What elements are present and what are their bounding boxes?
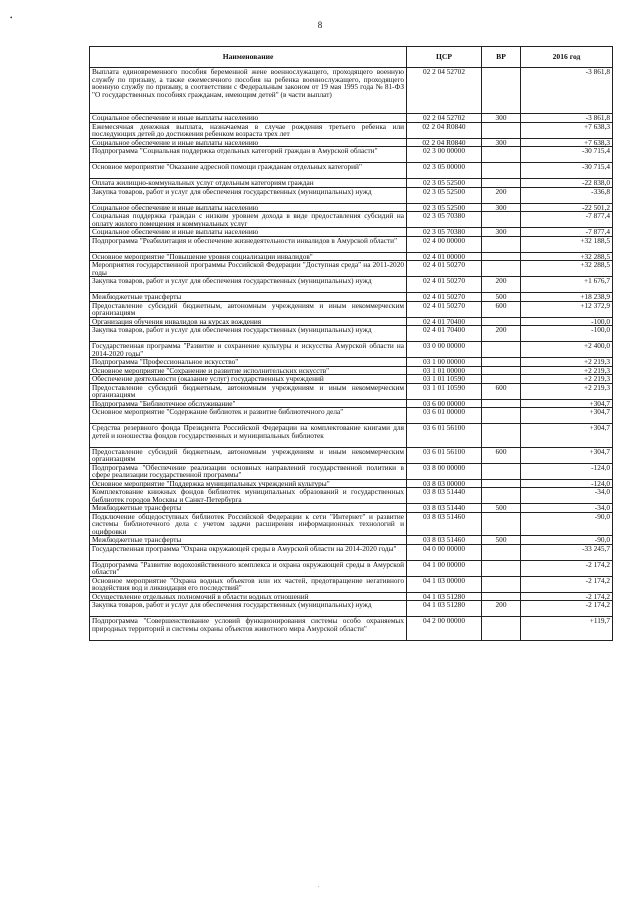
row-vr xyxy=(482,560,521,576)
table-body xyxy=(90,68,613,641)
row-name: Предоставление субсидий бюджетным, автономным учреждениям и иным некоммерческим организациям xyxy=(90,301,407,317)
row-amount: +12 372,9 xyxy=(521,301,613,317)
table-row xyxy=(90,488,613,504)
row-amount: -90,0 xyxy=(521,536,613,545)
row-amount: +2 219,3 xyxy=(521,366,613,375)
row-vr xyxy=(482,512,521,536)
row-amount: -30 715,4 xyxy=(521,163,613,179)
budget-table xyxy=(89,46,613,641)
row-csr: 02 4 01 50270 xyxy=(407,293,482,302)
table-row xyxy=(90,463,613,479)
row-vr xyxy=(482,342,521,358)
row-vr: 500 xyxy=(482,536,521,545)
row-name: Подпрограмма "Обеспечение реализации основных направлений государственной политики в сфере реализации государственной программы" xyxy=(90,463,407,479)
row-vr: 600 xyxy=(482,447,521,463)
row-vr xyxy=(482,68,521,114)
row-name: Мероприятия государственной программы Российской Федерации "Доступная среда" на 2011-2020 годы xyxy=(90,261,407,277)
row-amount: +32 288,5 xyxy=(521,252,613,261)
row-csr: 02 4 01 00000 xyxy=(407,252,482,261)
table-row xyxy=(90,68,613,114)
row-amount: +304,7 xyxy=(521,399,613,408)
row-csr: 03 1 00 00000 xyxy=(407,358,482,367)
row-vr xyxy=(482,317,521,326)
row-amount: +2 219,3 xyxy=(521,358,613,367)
table-row xyxy=(90,424,613,448)
row-amount: -336,8 xyxy=(521,187,613,203)
row-csr: 02 3 05 52500 xyxy=(407,179,482,188)
row-vr xyxy=(482,544,521,560)
table-row xyxy=(90,366,613,375)
row-csr: 04 1 03 51280 xyxy=(407,592,482,601)
row-amount: +1 676,7 xyxy=(521,277,613,293)
table-row xyxy=(90,504,613,513)
row-vr xyxy=(482,617,521,641)
table-row xyxy=(90,261,613,277)
table-row xyxy=(90,277,613,293)
row-name: Подпрограмма "Профессиональное искусство" xyxy=(90,358,407,367)
row-name: Закупка товаров, работ и услуг для обеспечения государственных (муниципальных) нужд xyxy=(90,601,407,617)
corner-mark: • xyxy=(10,14,13,22)
row-csr: 03 6 01 56100 xyxy=(407,447,482,463)
row-vr xyxy=(482,212,521,228)
row-csr: 02 3 05 70380 xyxy=(407,212,482,228)
row-vr xyxy=(482,576,521,592)
row-vr xyxy=(482,399,521,408)
row-amount: -124,0 xyxy=(521,463,613,479)
row-csr: 02 2 04 R0840 xyxy=(407,138,482,147)
row-vr: 200 xyxy=(482,187,521,203)
row-csr: 03 8 03 51460 xyxy=(407,536,482,545)
row-amount: -2 174,2 xyxy=(521,592,613,601)
row-csr: 02 3 00 00000 xyxy=(407,147,482,163)
table-row xyxy=(90,560,613,576)
header-csr: ЦСР xyxy=(407,47,482,68)
row-csr: 02 4 01 50270 xyxy=(407,301,482,317)
row-amount: +304,7 xyxy=(521,447,613,463)
row-name: Основное мероприятие "Содержание библиотек и развитие библиотечного дела" xyxy=(90,408,407,424)
row-vr: 300 xyxy=(482,114,521,123)
table-row xyxy=(90,138,613,147)
row-vr xyxy=(482,366,521,375)
row-csr: 02 2 04 52702 xyxy=(407,68,482,114)
row-amount: +2 219,3 xyxy=(521,383,613,399)
row-name: Подпрограмма "Совершенствование условий функционирования системы особо охраняемых природных территорий и системы охраны объектов животного мира Амурской области" xyxy=(90,617,407,641)
row-name: Социальная поддержка граждан с низким уровнем дохода в виде предоставления субсидий на оплату жилого помещения и коммунальных услуг xyxy=(90,212,407,228)
row-amount: +7 638,3 xyxy=(521,122,613,138)
row-vr: 300 xyxy=(482,203,521,212)
row-name: Осуществление отдельных полномочий в области водных отношений xyxy=(90,592,407,601)
row-vr: 300 xyxy=(482,228,521,237)
row-amount: -124,0 xyxy=(521,479,613,488)
table-row xyxy=(90,179,613,188)
row-vr xyxy=(482,375,521,384)
row-amount: +304,7 xyxy=(521,424,613,448)
row-name: Социальное обеспечение и иные выплаты населению xyxy=(90,203,407,212)
row-name: Основное мероприятие "Оказание адресной помощи гражданам отдельных категорий" xyxy=(90,163,407,179)
row-amount: -34,0 xyxy=(521,504,613,513)
table-row xyxy=(90,326,613,342)
row-vr: 500 xyxy=(482,504,521,513)
row-name: Предоставление субсидий бюджетным, автономным учреждениям и иным некоммерческим организациям xyxy=(90,383,407,399)
row-amount: -22 838,0 xyxy=(521,179,613,188)
row-name: Закупка товаров, работ и услуг для обеспечения государственных (муниципальных) нужд xyxy=(90,187,407,203)
row-amount: -22 501,2 xyxy=(521,203,613,212)
row-csr: 04 0 00 00000 xyxy=(407,544,482,560)
row-name: Государственная программа "Развитие и сохранение культуры и искусства Амурской области на 2014-2020 годы" xyxy=(90,342,407,358)
row-csr: 03 8 03 51440 xyxy=(407,504,482,513)
row-csr: 03 6 00 00000 xyxy=(407,399,482,408)
page-number: 8 xyxy=(317,20,323,30)
row-name: Подпрограмма "Библиотечное обслуживание" xyxy=(90,399,407,408)
row-amount: -7 877,4 xyxy=(521,228,613,237)
row-name: Социальное обеспечение и иные выплаты населению xyxy=(90,114,407,123)
row-csr: 04 2 00 00000 xyxy=(407,617,482,641)
row-vr xyxy=(482,358,521,367)
table-row xyxy=(90,512,613,536)
row-csr: 04 1 03 51280 xyxy=(407,601,482,617)
row-name: Межбюджетные трансферты xyxy=(90,504,407,513)
row-name: Социальное обеспечение и иные выплаты населению xyxy=(90,228,407,237)
row-vr xyxy=(482,463,521,479)
table-row xyxy=(90,342,613,358)
row-csr: 02 3 05 52500 xyxy=(407,187,482,203)
row-csr: 03 6 01 56100 xyxy=(407,424,482,448)
table-row xyxy=(90,592,613,601)
table-row xyxy=(90,576,613,592)
row-csr: 03 8 03 00000 xyxy=(407,479,482,488)
row-amount: -30 715,4 xyxy=(521,147,613,163)
table-row xyxy=(90,383,613,399)
row-amount: +18 238,9 xyxy=(521,293,613,302)
table-row xyxy=(90,617,613,641)
row-name: Закупка товаров, работ и услуг для обеспечения государственных (муниципальных) нужд xyxy=(90,326,407,342)
row-name: Подпрограмма "Социальная поддержка отдельных категорий граждан в Амурской области" xyxy=(90,147,407,163)
row-amount: -2 174,2 xyxy=(521,560,613,576)
row-amount: -2 174,2 xyxy=(521,576,613,592)
row-csr: 03 8 00 00000 xyxy=(407,463,482,479)
row-vr xyxy=(482,236,521,252)
bottom-mark: . xyxy=(318,883,320,889)
row-name: Основное мероприятие "Охрана водных объектов или их частей, предотвращение негативного воздействия вод и ликвидация его последствий" xyxy=(90,576,407,592)
row-csr: 04 1 00 00000 xyxy=(407,560,482,576)
row-vr: 600 xyxy=(482,383,521,399)
row-vr: 200 xyxy=(482,277,521,293)
row-csr: 02 2 04 R0840 xyxy=(407,122,482,138)
row-csr: 03 1 01 10590 xyxy=(407,375,482,384)
row-amount: -7 877,4 xyxy=(521,212,613,228)
row-csr: 03 0 00 00000 xyxy=(407,342,482,358)
row-name: Закупка товаров, работ и услуг для обеспечения государственных (муниципальных) нужд xyxy=(90,277,407,293)
row-csr: 03 6 01 00000 xyxy=(407,408,482,424)
row-name: Оплата жилищно-коммунальных услуг отдельным категориям граждан xyxy=(90,179,407,188)
table-row xyxy=(90,187,613,203)
row-name: Предоставление субсидий бюджетным, автономным учреждениям и иным некоммерческим организациям xyxy=(90,447,407,463)
table-row xyxy=(90,544,613,560)
row-name: Организация обучения инвалидов на курсах вождения xyxy=(90,317,407,326)
row-vr xyxy=(482,252,521,261)
row-csr: 04 1 03 00000 xyxy=(407,576,482,592)
row-csr: 03 1 01 10590 xyxy=(407,383,482,399)
table-row xyxy=(90,375,613,384)
row-vr xyxy=(482,488,521,504)
row-csr: 02 4 01 50270 xyxy=(407,261,482,277)
row-name: Подпрограмма "Развитие водохозяйственного комплекса и охрана окружающей среды в Амурской области" xyxy=(90,560,407,576)
row-vr xyxy=(482,408,521,424)
table-row xyxy=(90,399,613,408)
row-name: Основное мероприятие "Сохранение и развитие исполнительских искусств" xyxy=(90,366,407,375)
header-name: Наименование xyxy=(90,47,407,68)
row-name: Комплектование книжных фондов библиотек муниципальных образований и государственных библиотек городов Москвы и Санкт-Петербурга xyxy=(90,488,407,504)
row-vr xyxy=(482,147,521,163)
row-amount: +7 638,3 xyxy=(521,138,613,147)
row-amount: -33 245,7 xyxy=(521,544,613,560)
row-vr xyxy=(482,261,521,277)
table-row xyxy=(90,236,613,252)
row-amount: -90,0 xyxy=(521,512,613,536)
row-name: Государственная программа "Охрана окружающей среды в Амурской области на 2014-2020 годы" xyxy=(90,544,407,560)
row-name: Социальное обеспечение и иные выплаты населению xyxy=(90,138,407,147)
row-name: Основное мероприятие "Повышение уровня социализации инвалидов" xyxy=(90,252,407,261)
row-amount: +2 400,0 xyxy=(521,342,613,358)
row-name: Подпрограмма "Реабилитация и обеспечение жизнедеятельности инвалидов в Амурской области" xyxy=(90,236,407,252)
table-row xyxy=(90,203,613,212)
row-name: Подключение общедоступных библиотек Российской Федерации к сети "Интернет" и развитие системы библиотечного дела с учетом задачи расширения информационных технологий и оцифровки xyxy=(90,512,407,536)
row-amount: -2 174,2 xyxy=(521,601,613,617)
row-csr: 02 3 05 70380 xyxy=(407,228,482,237)
row-vr: 600 xyxy=(482,301,521,317)
row-name: Межбюджетные трансферты xyxy=(90,293,407,302)
row-amount: +304,7 xyxy=(521,408,613,424)
row-vr xyxy=(482,424,521,448)
header-year: 2016 год xyxy=(521,47,613,68)
row-vr: 300 xyxy=(482,138,521,147)
row-vr: 200 xyxy=(482,326,521,342)
table-row xyxy=(90,114,613,123)
row-csr: 03 8 03 51440 xyxy=(407,488,482,504)
row-vr xyxy=(482,479,521,488)
row-vr xyxy=(482,122,521,138)
row-amount: -34,0 xyxy=(521,488,613,504)
table-row xyxy=(90,479,613,488)
row-amount: +119,7 xyxy=(521,617,613,641)
row-name: Средства резервного фонда Президента Российской Федерации на комплектование книгами для детей и юношества фондов государственных и муниципальных библиотек xyxy=(90,424,407,448)
row-csr: 03 8 03 51460 xyxy=(407,512,482,536)
row-vr xyxy=(482,163,521,179)
table-row xyxy=(90,536,613,545)
row-amount: -3 861,8 xyxy=(521,68,613,114)
table-row xyxy=(90,447,613,463)
row-name: Межбюджетные трансферты xyxy=(90,536,407,545)
row-csr: 03 1 01 00000 xyxy=(407,366,482,375)
table-row xyxy=(90,293,613,302)
table-row xyxy=(90,163,613,179)
row-amount: +32 288,5 xyxy=(521,261,613,277)
row-csr: 02 4 00 00000 xyxy=(407,236,482,252)
row-name: Выплата единовременного пособия беременной жене военнослужащего, проходящего военную службу по призыву, а также ежемесячного пособия на ребенка военнослужащего, проходящего военную службу по призыву, в соответствии с Федеральным законом от 19 мая 1995 года № 81-ФЗ "О государственных пособиях гражданам, имеющим детей" (в части выплат) xyxy=(90,68,407,114)
row-vr: 200 xyxy=(482,601,521,617)
row-vr: 500 xyxy=(482,293,521,302)
row-csr: 02 4 01 70400 xyxy=(407,326,482,342)
table-row xyxy=(90,228,613,237)
table-row xyxy=(90,601,613,617)
row-amount: -100,0 xyxy=(521,326,613,342)
table-row xyxy=(90,317,613,326)
row-name: Обеспечение деятельности (оказание услуг) государственных учреждений xyxy=(90,375,407,384)
row-amount: -3 861,8 xyxy=(521,114,613,123)
table-row xyxy=(90,252,613,261)
row-csr: 02 3 05 00000 xyxy=(407,163,482,179)
table-header-row xyxy=(90,47,613,68)
table-row xyxy=(90,212,613,228)
header-vr: ВР xyxy=(482,47,521,68)
table-row xyxy=(90,301,613,317)
row-name: Ежемесячная денежная выплата, назначаемая в случае рождения третьего ребенка или последующих детей до достижения ребенком возраста трех лет xyxy=(90,122,407,138)
row-vr xyxy=(482,179,521,188)
row-amount: -100,0 xyxy=(521,317,613,326)
table-row xyxy=(90,408,613,424)
row-vr xyxy=(482,592,521,601)
row-csr: 02 3 05 52500 xyxy=(407,203,482,212)
table-row xyxy=(90,358,613,367)
row-amount: +32 188,5 xyxy=(521,236,613,252)
row-csr: 02 4 01 70400 xyxy=(407,317,482,326)
table-row xyxy=(90,147,613,163)
row-name: Основное мероприятие "Поддержка муниципальных учреждений культуры" xyxy=(90,479,407,488)
row-csr: 02 4 01 50270 xyxy=(407,277,482,293)
row-csr: 02 2 04 52702 xyxy=(407,114,482,123)
table-row xyxy=(90,122,613,138)
row-amount: +2 219,3 xyxy=(521,375,613,384)
